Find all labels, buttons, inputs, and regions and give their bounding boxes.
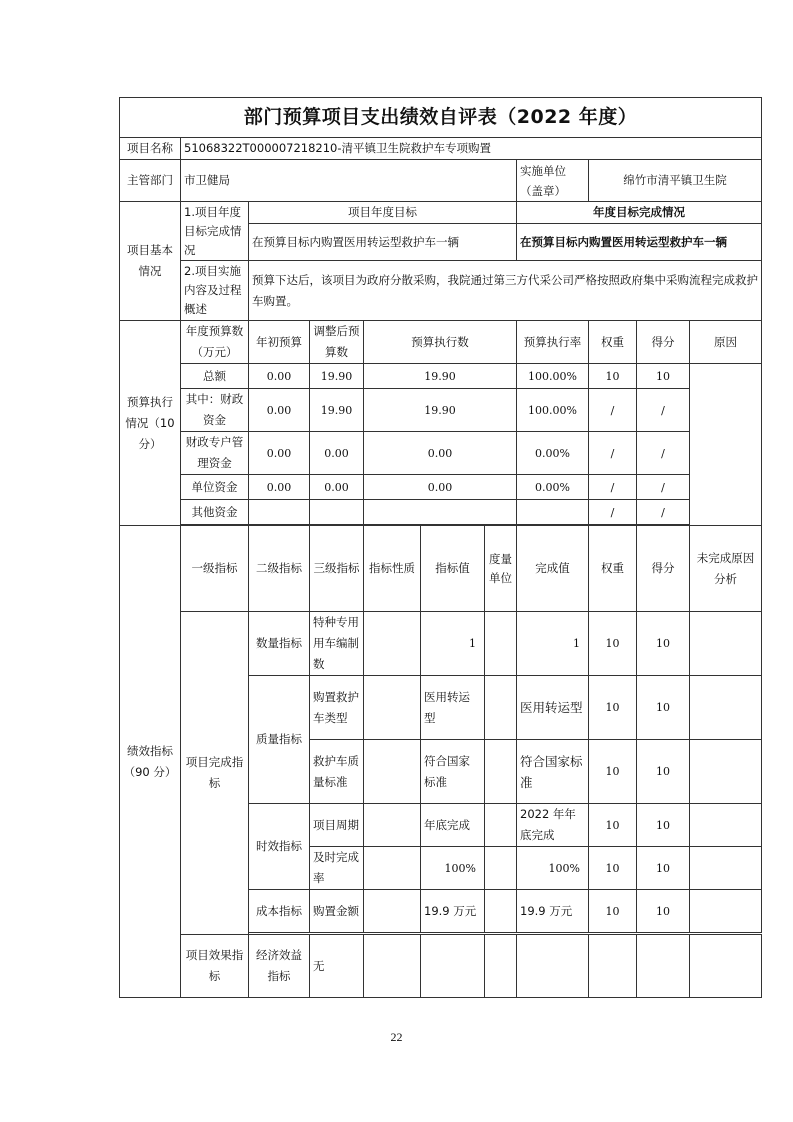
perf-score: 10 [637, 612, 690, 676]
perf-l1-effect: 项目效果指标 [181, 935, 249, 998]
perf-nature-cell [364, 847, 421, 890]
budget-row-initial [249, 500, 310, 525]
budget-header-adjusted: 调整后预算数 [310, 321, 364, 364]
budget-row-name: 总额 [181, 364, 249, 389]
budget-row-name: 其他资金 [181, 500, 249, 525]
perf-score: 10 [637, 804, 690, 847]
budget-row-score: / [637, 432, 690, 475]
perf-l3: 购置金额 [310, 890, 364, 933]
budget-header-initial: 年初预算 [249, 321, 310, 364]
goal-done-header: 年度目标完成情况 [517, 202, 762, 224]
budget-row-adjusted [310, 500, 364, 525]
perf-header-nature: 指标性质 [364, 526, 421, 612]
perf-header-unit: 度量单位 [485, 526, 517, 612]
perf-score: 10 [637, 890, 690, 933]
perf-l1-completion: 项目完成指标 [181, 612, 249, 935]
perf-l2-time: 时效指标 [249, 804, 310, 890]
perf-score: 10 [637, 740, 690, 804]
perf-l3: 无 [310, 935, 364, 998]
perf-header-value: 指标值 [421, 526, 485, 612]
budget-row-rate: 100.00% [517, 364, 589, 389]
perf-done-cell [517, 935, 589, 998]
page-number: 22 [390, 1030, 403, 1044]
perf-l3: 救护车质量标准 [310, 740, 364, 804]
perf-unit-cell [485, 612, 517, 676]
budget-row-initial: 0.00 [249, 432, 310, 475]
perf-l3: 购置救护车类型 [310, 676, 364, 740]
perf-unit-cell [485, 935, 517, 998]
perf-header-score: 得分 [637, 526, 690, 612]
budget-row-initial: 0.00 [249, 364, 310, 389]
perf-reason-cell [690, 935, 762, 998]
perf-l3: 特种专用用车编制数 [310, 612, 364, 676]
budget-row-executed: 19.90 [364, 364, 517, 389]
perf-value: 100% [421, 847, 485, 890]
perf-unit-cell [485, 740, 517, 804]
perf-done: 1 [517, 612, 589, 676]
perf-reason-cell [690, 890, 762, 933]
unit-label: 实施单位（盖章） [517, 160, 589, 202]
perf-header-l3: 三级指标 [310, 526, 364, 612]
goal-text: 在预算目标内购置医用转运型救护车一辆 [249, 224, 517, 261]
budget-row-score: / [637, 389, 690, 432]
budget-label: 预算执行情况（10 分） [120, 321, 181, 526]
perf-nature-cell [364, 676, 421, 740]
budget-header-weight: 权重 [589, 321, 637, 364]
perf-nature-cell [364, 890, 421, 933]
unit-value: 绵竹市清平镇卫生院 [589, 160, 762, 202]
perf-l2-economic: 经济效益指标 [249, 935, 310, 998]
budget-header-rate: 预算执行率 [517, 321, 589, 364]
budget-row-rate: 0.00% [517, 475, 589, 500]
perf-nature-cell [364, 740, 421, 804]
budget-row-weight: / [589, 500, 637, 525]
perf-done: 100% [517, 847, 589, 890]
perf-nature-cell [364, 804, 421, 847]
perf-header-l2: 二级指标 [249, 526, 310, 612]
budget-header-reason: 原因 [690, 321, 762, 364]
perf-reason-cell [690, 676, 762, 740]
budget-row-weight: 10 [589, 364, 637, 389]
budget-row-rate: 0.00% [517, 432, 589, 475]
dept-label: 主管部门 [120, 160, 181, 202]
perf-unit-cell [485, 847, 517, 890]
perf-reason-cell [690, 804, 762, 847]
perf-value: 19.9 万元 [421, 890, 485, 933]
perf-reason-cell [690, 740, 762, 804]
budget-row-executed [364, 500, 517, 525]
evaluation-form [119, 97, 762, 998]
perf-header-l1: 一级指标 [181, 526, 249, 612]
perf-done: 19.9 万元 [517, 890, 589, 933]
budget-row-adjusted: 0.00 [310, 475, 364, 500]
perf-nature-cell [364, 612, 421, 676]
budget-row-executed: 0.00 [364, 432, 517, 475]
perf-value: 年底完成 [421, 804, 485, 847]
budget-row-initial: 0.00 [249, 389, 310, 432]
perf-weight: 10 [589, 740, 637, 804]
perf-l2-quantity: 数量指标 [249, 612, 310, 676]
perf-score: 10 [637, 847, 690, 890]
perf-weight: 10 [589, 804, 637, 847]
perf-value: 符合国家标准 [421, 740, 485, 804]
goal-label: 1.项目年度目标完成情况 [181, 202, 249, 261]
perf-done: 医用转运型 [517, 676, 589, 740]
basic-info-label: 项目基本情况 [120, 202, 181, 321]
budget-row-rate [517, 500, 589, 525]
budget-row-weight: / [589, 432, 637, 475]
perf-value-cell [421, 935, 485, 998]
impl-label: 2.项目实施内容及过程概述 [181, 261, 249, 321]
perf-header-reason: 未完成原因分析 [690, 526, 762, 612]
perf-score: 10 [637, 676, 690, 740]
budget-row-adjusted: 0.00 [310, 432, 364, 475]
perf-weight-cell [589, 935, 637, 998]
perf-l2-cost: 成本指标 [249, 890, 310, 933]
budget-header-annual: 年度预算数（万元） [181, 321, 249, 364]
budget-row-score: 10 [637, 364, 690, 389]
perf-label: 绩效指标（90 分） [120, 526, 181, 998]
perf-reason-cell [690, 612, 762, 676]
project-name-value: 51068322T000007218210-清平镇卫生院救护车专项购置 [181, 138, 762, 160]
budget-row-executed: 19.90 [364, 389, 517, 432]
perf-done: 2022 年年底完成 [517, 804, 589, 847]
perf-nature-cell [364, 935, 421, 998]
budget-row-initial: 0.00 [249, 475, 310, 500]
budget-row-name: 财政专户管理资金 [181, 432, 249, 475]
budget-row-adjusted: 19.90 [310, 364, 364, 389]
perf-l2-quality: 质量指标 [249, 676, 310, 804]
evaluation-table [119, 97, 762, 998]
form-title: 部门预算项目支出绩效自评表（2022 年度） [120, 98, 762, 138]
budget-reason-cell [690, 364, 762, 526]
dept-value: 市卫健局 [181, 160, 517, 202]
perf-header-done: 完成值 [517, 526, 589, 612]
perf-unit-cell [485, 804, 517, 847]
budget-row-rate: 100.00% [517, 389, 589, 432]
budget-row-weight: / [589, 389, 637, 432]
impl-text: 预算下达后，该项目为政府分散采购，我院通过第三方代采公司严格按照政府集中采购流程完成救护车购置。 [249, 261, 762, 321]
goal-done-text: 在预算目标内购置医用转运型救护车一辆 [517, 224, 762, 261]
perf-weight: 10 [589, 847, 637, 890]
budget-row-score: / [637, 475, 690, 500]
perf-weight: 10 [589, 890, 637, 933]
goal-header: 项目年度目标 [249, 202, 517, 224]
perf-l3: 项目周期 [310, 804, 364, 847]
budget-header-score: 得分 [637, 321, 690, 364]
budget-row-score: / [637, 500, 690, 525]
perf-reason-cell [690, 847, 762, 890]
budget-row-name: 单位资金 [181, 475, 249, 500]
project-name-label: 项目名称 [120, 138, 181, 160]
perf-unit-cell [485, 890, 517, 933]
perf-weight: 10 [589, 612, 637, 676]
perf-value: 1 [421, 612, 485, 676]
budget-row-executed: 0.00 [364, 475, 517, 500]
perf-unit-cell [485, 676, 517, 740]
perf-header-weight: 权重 [589, 526, 637, 612]
budget-row-adjusted: 19.90 [310, 389, 364, 432]
budget-row-weight: / [589, 475, 637, 500]
perf-score-cell [637, 935, 690, 998]
budget-header-executed: 预算执行数 [364, 321, 517, 364]
perf-weight: 10 [589, 676, 637, 740]
budget-row-name: 其中：财政资金 [181, 389, 249, 432]
perf-done: 符合国家标准 [517, 740, 589, 804]
perf-value: 医用转运型 [421, 676, 485, 740]
perf-l3: 及时完成率 [310, 847, 364, 890]
